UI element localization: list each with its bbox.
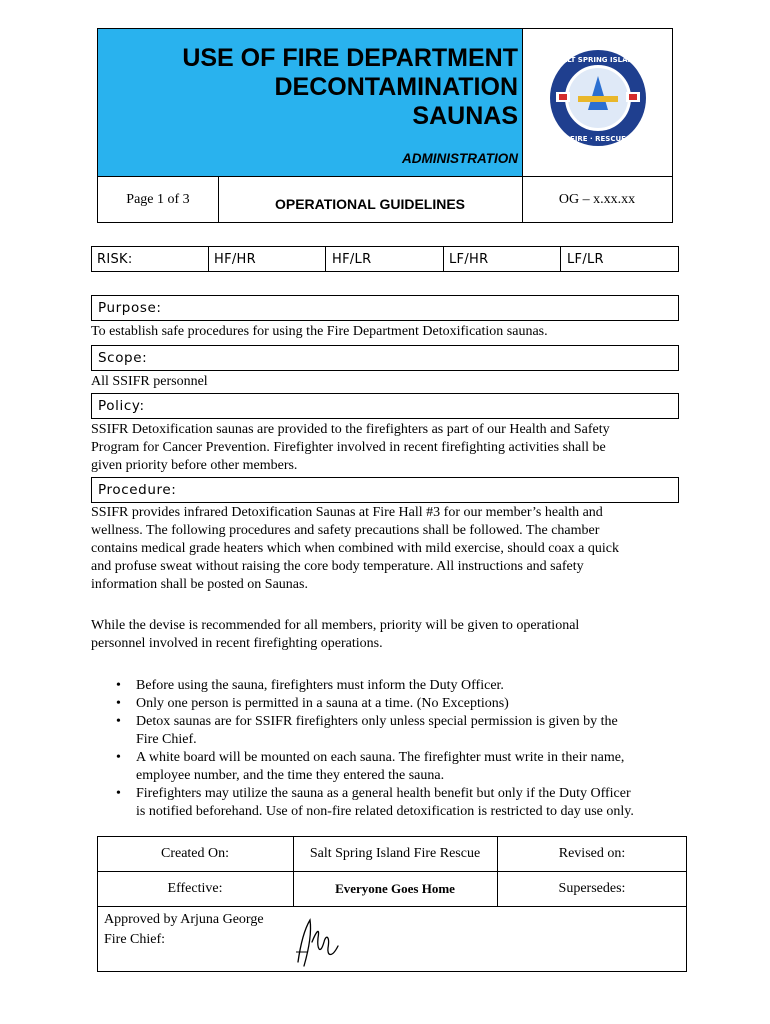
list-item-line: • Before using the sauna, firefighters must inform the Duty Officer. bbox=[136, 678, 504, 693]
text-line: contains medical grade heaters which when combined with mild exercise, should coax a quick bbox=[91, 541, 619, 556]
text-line: While the devise is recommended for all members, priority will be given to operational bbox=[91, 618, 580, 633]
policy-heading: Policy: bbox=[91, 393, 679, 419]
text-line: and profuse sweat without raising the core body temperature. All instructions and safety bbox=[91, 559, 584, 574]
risk-divider bbox=[208, 246, 209, 272]
logo-text-top: SALT SPRING ISLAND bbox=[556, 56, 640, 64]
text-line: wellness. The following procedures and safety precautions shall be followed. The chamber bbox=[91, 523, 600, 538]
list-item-line: employee number, and the time they entered the sauna. bbox=[136, 768, 445, 783]
approval-block bbox=[104, 910, 264, 950]
risk-level: LF/HR bbox=[449, 252, 489, 267]
list-item bbox=[110, 695, 690, 713]
list-item bbox=[110, 677, 690, 695]
list-item bbox=[110, 713, 690, 749]
page-number: Page 1 of 3 bbox=[126, 192, 190, 207]
purpose-text: To establish safe procedures for using the Fire Department Detoxification saunas. bbox=[91, 324, 548, 339]
list-item-line: • A white board will be mounted on each sauna. The firefighter must write in their name, bbox=[136, 750, 625, 765]
title-line: USE OF FIRE DEPARTMENT bbox=[182, 44, 518, 72]
created-on-label: Created On: bbox=[160, 846, 230, 861]
motto: Everyone Goes Home bbox=[335, 881, 455, 896]
risk-divider bbox=[443, 246, 444, 272]
title-line: DECONTAMINATION bbox=[274, 73, 518, 101]
header-divider bbox=[97, 176, 673, 177]
procedure-text bbox=[91, 504, 671, 594]
procedure-note bbox=[91, 617, 671, 653]
purpose-heading: Purpose: bbox=[91, 295, 679, 321]
text-line: SSIFR Detoxification saunas are provided to the firefighters as part of our Health and Safety bbox=[91, 422, 610, 437]
approved-by: Approved by Arjuna George bbox=[104, 912, 264, 927]
scope-text: All SSIFR personnel bbox=[91, 374, 208, 389]
signature bbox=[290, 912, 346, 970]
organization-name: Salt Spring Island Fire Rescue bbox=[309, 846, 481, 861]
text-line: information shall be posted on Saunas. bbox=[91, 577, 308, 592]
scope-heading: Scope: bbox=[91, 345, 679, 371]
risk-divider bbox=[325, 246, 326, 272]
list-item-line: is notified beforehand. Use of non-fire related detoxification is restricted to day use only. bbox=[136, 804, 634, 819]
revised-on-label: Revised on: bbox=[558, 846, 626, 861]
text-line: SSIFR provides infrared Detoxification Saunas at Fire Hall #3 for our member’s health and bbox=[91, 505, 603, 520]
fire-department-logo bbox=[548, 48, 648, 148]
risk-level: LF/LR bbox=[567, 252, 604, 267]
policy-text bbox=[91, 421, 671, 475]
list-item-line: • Firefighters may utilize the sauna as a general health benefit but only if the Duty Officer bbox=[136, 786, 631, 801]
list-item bbox=[110, 785, 690, 821]
text-line: Program for Cancer Prevention. Firefighter involved in recent firefighting activities shall be bbox=[91, 440, 606, 455]
document-category: ADMINISTRATION bbox=[402, 151, 518, 166]
logo-text-bottom: FIRE · RESCUE bbox=[570, 135, 626, 143]
title-line: SAUNAS bbox=[412, 102, 518, 130]
list-item-line: • Detox saunas are for SSIFR firefighters only unless special permission is given by the bbox=[136, 714, 618, 729]
document-type: OPERATIONAL GUIDELINES bbox=[274, 196, 466, 212]
supersedes-label: Supersedes: bbox=[558, 881, 626, 896]
list-item-line: Fire Chief. bbox=[136, 732, 197, 747]
risk-label: RISK: bbox=[97, 252, 133, 267]
document-number: OG – x.xx.xx bbox=[558, 192, 636, 207]
list-item bbox=[110, 749, 690, 785]
text-line: personnel involved in recent firefighting operations. bbox=[91, 636, 383, 651]
table-row-divider bbox=[97, 871, 687, 872]
procedure-heading: Procedure: bbox=[91, 477, 679, 503]
document-title bbox=[98, 44, 518, 131]
effective-label: Effective: bbox=[167, 881, 223, 896]
risk-level: HF/LR bbox=[332, 252, 372, 267]
risk-level: HF/HR bbox=[214, 252, 256, 267]
text-line: given priority before other members. bbox=[91, 458, 298, 473]
procedure-bullet-list bbox=[110, 677, 690, 821]
approver-title: Fire Chief: bbox=[104, 932, 166, 947]
list-item-line: • Only one person is permitted in a sauna at a time. (No Exceptions) bbox=[136, 696, 509, 711]
table-row-divider bbox=[97, 906, 687, 907]
risk-divider bbox=[560, 246, 561, 272]
